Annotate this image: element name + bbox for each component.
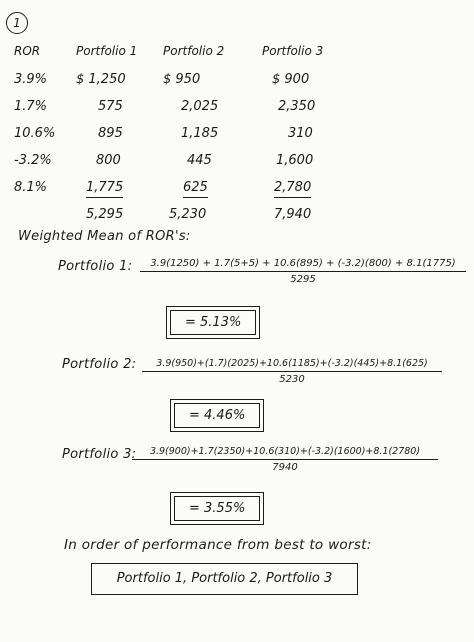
portfolio-2-label: Portfolio 2:	[62, 357, 137, 372]
column-header: Portfolio 1	[76, 44, 138, 58]
table-cell: $ 950	[163, 72, 201, 87]
total-cell: 5,230	[169, 207, 207, 222]
table-cell: $ 1,250	[76, 72, 126, 87]
conclusion-heading: In order of performance from best to worst:	[64, 537, 372, 553]
fraction-denominator: 5295	[290, 274, 316, 285]
portfolio-3-column	[262, 38, 323, 228]
table-cell: 2,350	[278, 99, 316, 114]
portfolio-2-result: = 4.46%	[174, 403, 260, 428]
conclusion-box: Portfolio 1, Portfolio 2, Portfolio 3	[91, 563, 358, 595]
table-cell: 625	[183, 179, 208, 198]
table-cell: 1,185	[181, 126, 219, 141]
fraction-bar	[140, 271, 466, 272]
fraction-bar	[142, 371, 442, 372]
total-cell: 7,940	[274, 207, 312, 222]
portfolio-2-fraction	[142, 358, 442, 385]
fraction-bar	[132, 459, 438, 460]
fraction-numerator: 3.9(1250) + 1.7(5+5) + 10.6(895) + (-3.2)(800) + 8.1(1775)	[150, 258, 456, 269]
table-cell: 1,775	[86, 179, 123, 198]
table-cell: 1.7%	[14, 99, 48, 114]
ror-column	[14, 38, 55, 201]
column-header: ROR	[14, 44, 41, 58]
portfolio-1-result: = 5.13%	[170, 310, 256, 335]
table-cell: 3.9%	[14, 72, 48, 87]
portfolio-3-result: = 3.55%	[174, 496, 260, 521]
portfolio-3-label: Portfolio 3:	[62, 447, 137, 462]
table-cell: 2,025	[181, 99, 219, 114]
table-cell: 2,780	[274, 179, 311, 198]
table-cell: 8.1%	[14, 180, 48, 195]
table-cell: $ 900	[272, 72, 310, 87]
portfolio-3-fraction	[132, 446, 438, 473]
fraction-denominator: 7940	[272, 462, 298, 473]
total-cell: 5,295	[86, 207, 124, 222]
table-cell: 445	[187, 153, 212, 168]
table-cell: 310	[288, 126, 313, 141]
table-cell: 575	[98, 99, 123, 114]
table-cell: 1,600	[276, 153, 314, 168]
table-cell: -3.2%	[14, 153, 52, 168]
portfolio-1-label: Portfolio 1:	[58, 259, 133, 274]
fraction-numerator: 3.9(900)+1.7(2350)+10.6(310)+(-3.2)(1600)+8.1(2780)	[149, 446, 421, 457]
portfolio-1-fraction	[140, 258, 466, 285]
table-cell: 800	[96, 153, 121, 168]
problem-number: 1	[6, 12, 28, 34]
table-cell: 10.6%	[14, 126, 56, 141]
fraction-numerator: 3.9(950)+(1.7)(2025)+10.6(1185)+(-3.2)(445)+8.1(625)	[156, 358, 428, 369]
fraction-denominator: 5230	[279, 374, 305, 385]
table-cell: 895	[98, 126, 123, 141]
column-header: Portfolio 3	[262, 44, 324, 58]
column-header: Portfolio 2	[163, 44, 225, 58]
portfolio-2-column	[163, 38, 224, 228]
weighted-mean-heading: Weighted Mean of ROR's:	[18, 229, 191, 244]
portfolio-1-column	[76, 38, 137, 228]
